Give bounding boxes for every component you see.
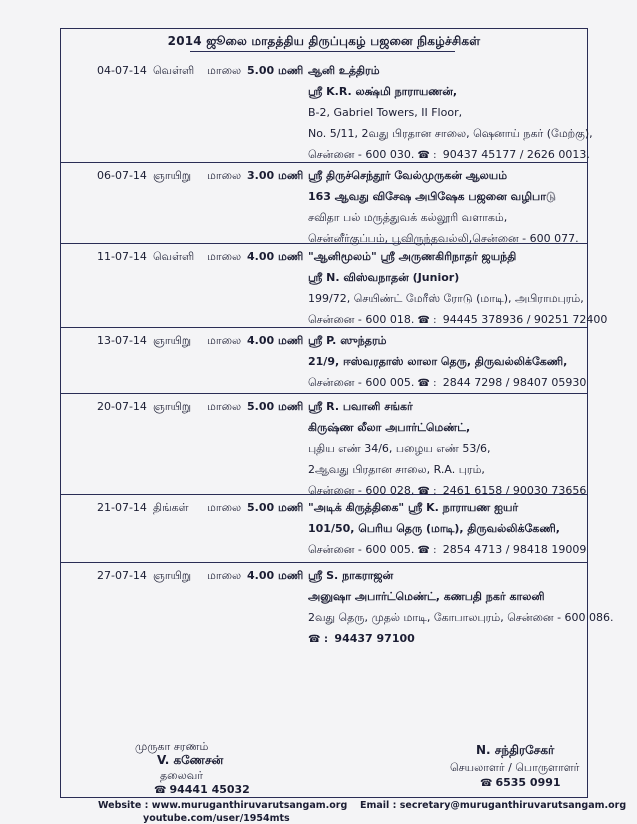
phone-number: 94437 97100 [334,632,415,645]
event-detail-line: சவிதா பல் மருத்துவக் கல்லூரி வளாகம், [308,211,508,224]
event-detail-line: "ஆனிமூலம்" ஸ்ரீ அருணகிரிநாதர் ஜயந்தி [308,250,517,263]
event-session: மாலை [207,250,242,263]
event-date: 06-07-14 [97,169,147,182]
event-detail-line: அனுஷா அபார்ட்மெண்ட், கணபதி நகர் காலனி [308,590,545,603]
event-details [308,330,588,393]
event-day: ஞாயிறு [153,334,192,347]
president-name: V. கணேசன் [157,753,224,767]
event-details [308,165,588,249]
event-date: 21-07-14 [97,501,147,514]
secretary-name: N. சந்திரசேகர் [476,743,555,757]
event-detail-line [308,628,588,649]
phone-number: 2844 7298 / 98407 05930 [442,376,587,389]
phone-number: 90437 45177 / 2626 0013. [442,148,590,161]
event-separator [60,393,588,394]
event-phone [308,632,415,645]
event-phone [414,376,586,389]
event-time: 5.00 மணி [247,501,304,514]
event-separator [60,243,588,244]
event-time: 4.00 மணி [247,250,304,263]
event-detail-line: ஆனி உத்திரம் [308,64,380,77]
event-detail-line: 21/9, ஈஸ்வரதாஸ் லாலா தெரு, திருவல்லிக்கேணி, [308,355,568,368]
event-detail-line: சென்னீர்குப்பம், பூவிருந்தவல்லி,சென்னை - 600 077. [308,232,579,245]
president-role: தலைவர் [160,769,203,782]
event-detail-line [308,539,588,560]
website-link[interactable]: Website : www.muruganthiruvarutsangam.org [98,800,348,811]
event-time: 5.00 மணி [247,64,304,77]
event-phone [414,148,590,161]
event-day: ஞாயிறு [153,569,192,582]
address-city: சென்னை - 600 005. [308,376,415,389]
event-detail-line: கிருஷ்ண லீலா அபார்ட்மெண்ட், [308,421,471,434]
event-separator [60,327,588,328]
secretary-role: செயலாளர் / பொருளாளர் [450,761,580,774]
event-session: மாலை [207,501,242,514]
event-details [308,60,593,165]
telephone-icon: ☎ [154,785,167,796]
event-day: ஞாயிறு [153,400,192,413]
event-detail-line: 199/72, செயிண்ட் மேரீஸ் ரோடு (மாடி), அபிராமபுரம், [308,292,584,305]
event-phone [414,543,586,556]
event-session: மாலை [207,169,242,182]
event-detail-line: ஸ்ரீ திருச்செந்தூர் வேல்முருகன் ஆலயம் [308,169,508,182]
event-date: 27-07-14 [97,569,147,582]
telephone-icon: ☎ : [414,545,440,556]
event-detail-line: ஸ்ரீ R. பவானி சங்கர் [308,400,413,413]
youtube-link[interactable]: youtube.com/user/1954mts [143,813,290,824]
telephone-icon: ☎ : [308,634,332,645]
event-detail-line: 163 ஆவது விசேஷ அபிஷேக பஜனை வழிபாடு [308,190,556,203]
event-details [308,565,614,649]
event-session: மாலை [207,400,242,413]
address-city: சென்னை - 600 005. [308,543,415,556]
event-detail-line: B-2, Gabriel Towers, II Floor, [308,106,463,119]
telephone-icon: ☎ : [414,150,440,161]
event-day: ஞாயிறு [153,169,192,182]
event-separator [60,162,588,163]
secretary-phone: ☎ 6535 0991 [480,776,561,789]
event-details [308,396,588,501]
event-date: 11-07-14 [97,250,147,263]
event-time: 4.00 மணி [247,569,304,582]
page-title: 2014 ஜூலை மாதத்திய திருப்புகழ் பஜனை நிகழ்ச்சிகள் [167,34,481,48]
event-date: 20-07-14 [97,400,147,413]
event-detail-line: 101/50, பெரிய தெரு (மாடி), திருவல்லிக்கேணி, [308,522,560,535]
event-day: திங்கள் [153,501,189,514]
telephone-icon: ☎ : [414,315,440,326]
phone-number: 94445 378936 / 90251 72400 [442,313,608,326]
event-separator [60,562,588,563]
event-detail-line: ஸ்ரீ K.R. லக்ஷ்மி நாராயணன், [308,85,458,98]
event-separator [60,494,588,495]
address-city: 2வது தெரு, முதல் மாடி, கோபாலபுரம், சென்னை - 600 086. [308,611,614,624]
event-detail-line: 2ஆவது பிரதான சாலை, R.A. புரம், [308,463,485,476]
event-phone [414,484,586,497]
telephone-icon: ☎ [480,778,493,789]
address-city: சென்னை - 600 028. [308,484,415,497]
event-detail-line: ஸ்ரீ P. ஸுந்தரம் [308,334,387,347]
event-day: வெள்ளி [153,250,195,263]
event-details [308,246,608,330]
email-link[interactable]: Email : secretary@muruganthiruvarutsangam.org [360,800,627,811]
event-details [308,497,588,560]
phone-number: 2461 6158 / 90030 73656 [442,484,587,497]
event-time: 3.00 மணி [247,169,304,182]
event-session: மாலை [207,64,242,77]
telephone-icon: ☎ : [414,378,440,389]
telephone-icon: ☎ : [414,486,440,497]
event-detail-line: "அடிக் கிருத்திகை" ஸ்ரீ K. நாராயண ஐயர் [308,501,519,514]
event-date: 04-07-14 [97,64,147,77]
event-time: 4.00 மணி [247,334,304,347]
event-session: மாலை [207,569,242,582]
event-detail-line: ஸ்ரீ S. நாகராஜன் [308,569,394,582]
event-detail-line: No. 5/11, 2வது பிரதான சாலை, ஷெனாய் நகர் (மேற்கு), [308,127,593,140]
phone-number: 2854 4713 / 98418 19009 [442,543,587,556]
event-day: வெள்ளி [153,64,195,77]
event-phone [414,313,607,326]
address-city: சென்னை - 600 030. [308,148,415,161]
event-detail-line: ஸ்ரீ N. விஸ்வநாதன் (Junior) [308,271,460,284]
event-detail-line [308,372,588,393]
event-detail-line: புதிய எண் 34/6, பழைய எண் 53/6, [308,442,491,455]
event-date: 13-07-14 [97,334,147,347]
president-phone: ☎ 94441 45032 [154,783,250,796]
greeting-text: முருகா சரணம் [135,740,209,753]
event-time: 5.00 மணி [247,400,304,413]
address-city: சென்னை - 600 018. [308,313,415,326]
event-detail-line [308,607,614,628]
title-underline [190,51,455,52]
event-session: மாலை [207,334,242,347]
